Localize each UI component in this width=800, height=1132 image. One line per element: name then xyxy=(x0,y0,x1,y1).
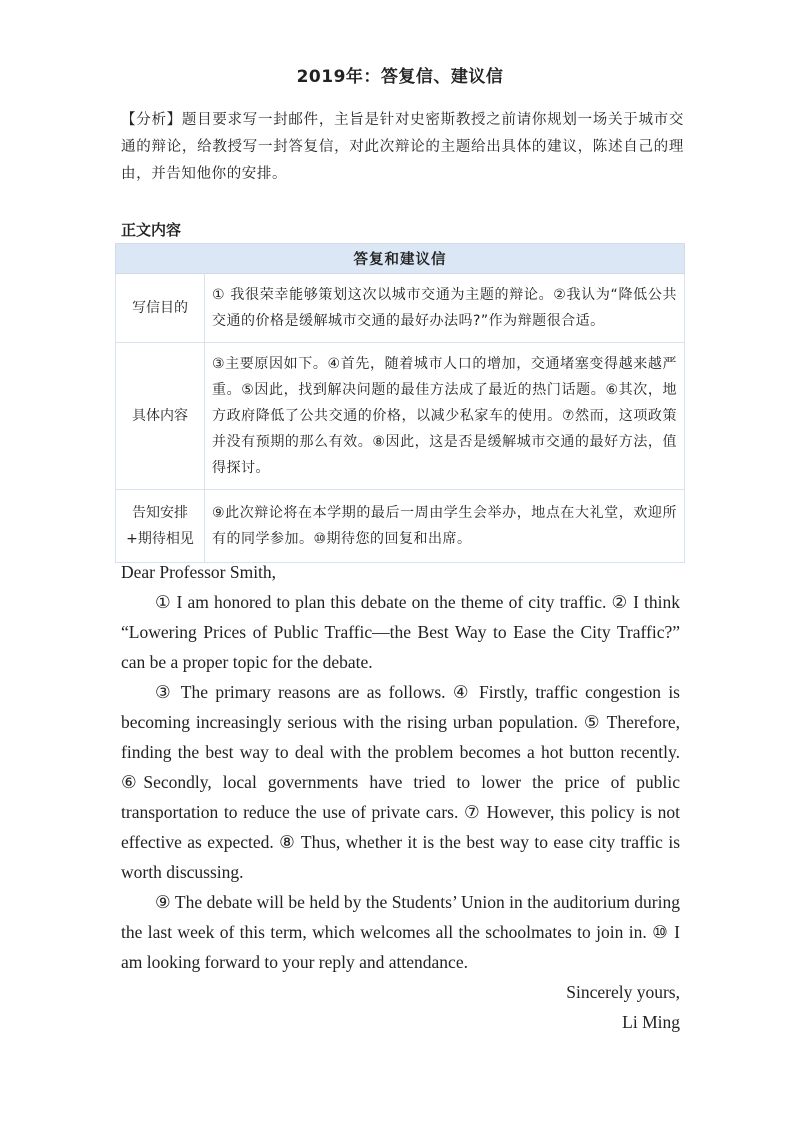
table-row xyxy=(116,490,685,563)
row-content-purpose: ① 我很荣幸能够策划这次以城市交通为主题的辩论。②我认为“降低公共交通的价格是缓解城市交通的最好办法吗?”作为辩题很合适。 xyxy=(205,274,685,343)
letter-paragraph-2: ③ The primary reasons are as follows. ④ Firstly, traffic congestion is becoming increasingly serious with the rising urban population. ⑤ Therefore, finding the best way to deal with the problem becomes a hot button recently. ⑥Secondly, local governments have tried to lower the price of public transportation to reduce the use of private cars. ⑦ However, this policy is not effective as expected. ⑧ Thus, whether it is the best way to ease city traffic is worth discussing. xyxy=(121,682,680,882)
section-heading: 正文内容 xyxy=(121,221,182,239)
row-label-details: 具体内容 xyxy=(116,343,205,490)
letter-paragraph-3: ⑨ The debate will be held by the Students’ Union in the auditorium during the last week of this term, which welcomes all the schoolmates to join in. ⑩ I am looking forward to your reply and attendance. xyxy=(121,892,680,972)
letter-body xyxy=(121,557,680,1037)
analysis-paragraph: 【分析】题目要求写一封邮件，主旨是针对史密斯教授之前请你规划一场关于城市交通的辩论，给教授写一封答复信，对此次辩论的主题给出具体的建议，陈述自己的理由，并告知他你的安排。 xyxy=(121,112,684,182)
table-header-row xyxy=(116,244,685,274)
row-label-closing-line1: 告知安排 xyxy=(132,505,188,521)
row-content-details: ③主要原因如下。④首先，随着城市人口的增加，交通堵塞变得越来越严重。⑤因此，找到解决问题的最佳方法成了最近的热门话题。⑥其次，地方政府降低了公共交通的价格，以减少私家车的使用。⑦然而，这项政策并没有预期的那么有效。⑧因此，这是否是缓解城市交通的最好方法，值得探讨。 xyxy=(205,343,685,490)
row-label-purpose: 写信目的 xyxy=(116,274,205,343)
letter-paragraph-1: ① I am honored to plan this debate on the theme of city traffic. ② I think “Lowering Prices of Public Traffic—the Best Way to Ease the City Traffic?” can be a proper topic for the debate. xyxy=(121,592,680,672)
row-content-closing: ⑨此次辩论将在本学期的最后一周由学生会举办，地点在大礼堂，欢迎所有的同学参加。⑩期待您的回复和出席。 xyxy=(205,490,685,563)
table-row xyxy=(116,343,685,490)
table-row xyxy=(116,274,685,343)
table-header: 答复和建议信 xyxy=(116,244,685,274)
signature: Li Ming xyxy=(622,1012,680,1032)
outline-table xyxy=(115,243,685,563)
page-title: 2019年：答复信、建议信 xyxy=(296,67,504,87)
row-label-closing-line2: +期待相见 xyxy=(126,531,194,547)
salutation: Dear Professor Smith, xyxy=(121,562,277,582)
row-label-closing xyxy=(116,490,205,563)
signoff: Sincerely yours, xyxy=(566,982,680,1002)
